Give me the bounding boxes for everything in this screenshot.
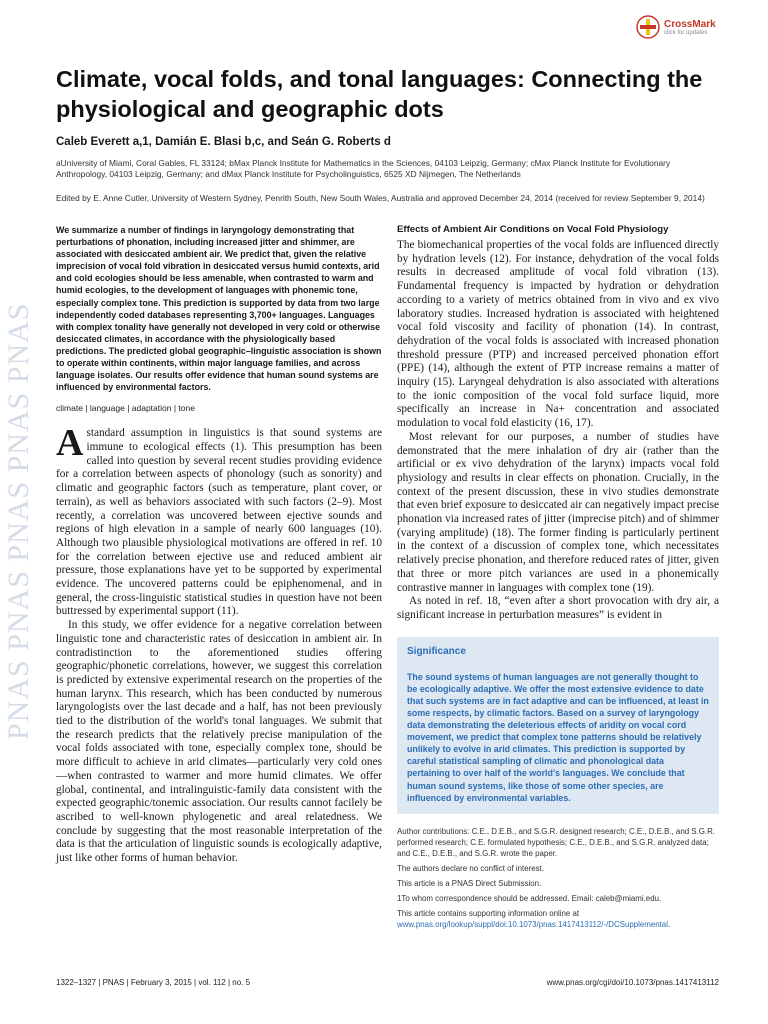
footnotes [397,826,719,930]
section-paragraph-1: The biomechanical properties of the vocal folds are influenced directly by hydration levels (12). For instance, dehydration of the vocal folds results in decreased amplitude of vocal fold vibration (13). Fundamental frequency is impacted by hydration or dehydration according to a variety of metrics obtained from in vivo and ex vivo laboratory studies. Increased hydration is associated with heightened vocal fold viscosity and facility of phonation (14). In contrast, dehydration of the vocal folds is associated with increased phonation threshold pressure (PTP) and increased perceived phonation effort (PPE) (14), although the extent of PTP increase remains a matter of inquiry (15). Laryngeal dehydration is also associated with alterations to the ionic composition of the vocal fold surface liquid, more specifically an increase in Na+ concentration and associated modulation to vocal fold elasticity (16, 17). [397,239,719,430]
pnas-watermark-text: PNAS PNAS PNAS PNAS PNAS [2,302,35,740]
significance-title: Significance [407,645,466,657]
footer-doi[interactable]: www.pnas.org/cgi/doi/10.1073/pnas.1417413112 [546,978,719,987]
keywords: climate | language | adaptation | tone [56,403,195,414]
editor-note: Edited by E. Anne Cutler, University of Western Sydney, Penrith South, New South Wales, Australia and approved December 24, 2014 (received for review September 9, 2014) [56,193,705,203]
supporting-info-link[interactable]: www.pnas.org/lookup/suppl/doi:10.1073/pnas.1417413112/-/DCSupplemental [397,919,668,929]
intro-paragraph-1-text: standard assumption in linguistics is that sound systems are immune to ecological effects (1). This presumption has been called into question by several recent studies providing evidence for a correlation between aspects of phonology (such as sonority) and climatic and geographic factors (such as temperature, plant cover, or terrain), as well as behaviors associated with such factors (2–9). Most recently, a correlation was uncovered between ejective sounds and regions of high elevation in a sample of nearly 600 languages (10). Although two plausible physiological motivations are offered in ref. 10 for the correlation between ejective use and reduced ambient air pressure, those explanations have yet to be supported by experimental evidence. The uncovered patterns could be epiphenomenal, and in general, the cross-linguistic statistical studies in question have not been buttressed by experimental support (11). [56,427,382,618]
crossmark-name: CrossMark [664,18,716,30]
author-list: Caleb Everett a,1, Damián E. Blasi b,c, and Seán G. Roberts d [56,136,391,148]
article-title: Climate, vocal folds, and tonal languages: Connecting the physiological and geographic dots [56,66,703,122]
crossmark-subtitle: click for updates [664,29,708,36]
footer-citation: 1322–1327 | PNAS | February 3, 2015 | vol. 112 | no. 5 [56,978,251,987]
correspondence-note: 1To whom correspondence should be addressed. Email: caleb@miami.edu. [397,893,662,903]
supporting-suffix: . [667,919,671,929]
section-paragraph-3: As noted in ref. 18, “even after a short provocation with dry air, a significant increase in perturbation measures” is evident in [397,595,719,621]
significance-text: The sound systems of human languages are not generally thought to be ecologically adaptive. We offer the most extensive evidence to date that such systems are in fact adaptive and can be influenced, at least in some respects, by climatic factors. Based on a survey of laryngology data demonstrating the deleterious effects of aridity on vocal cord movement, we predict that complex tone patterns should be relatively unlikely to evolve in arid climates. This prediction is supported by careful statistical sampling of climatic and phonological data pertaining to over half of the world's languages. We conclude that human sound systems, like those of some other species, are influenced by environmental variables. [407,671,709,803]
right-column [397,224,719,934]
left-column [56,224,382,866]
affiliations: aUniversity of Miami, Coral Gables, FL 33124; bMax Planck Institute for Mathematics in the Sciences, 04103 Leipzig, Germany; cMax Planck Institute for Evolutionary Anthropology, 04103 Leipzig, Germany; and dMax Planck Institute for Psycholinguistics, 6525 XD Nijmegen, The Netherlands [56,158,671,179]
intro-paragraph-1 [56,422,382,619]
supporting-info-note [397,908,719,930]
section-heading: Effects of Ambient Air Conditions on Vocal Fold Physiology [397,224,669,235]
crossmark-icon [636,15,660,39]
conflict-statement: The authors declare no conflict of interest. [397,863,544,873]
section-paragraph-2: Most relevant for our purposes, a number of studies have demonstrated that the mere inhalation of dry air (rather than the artificial or ex vivo dehydration of the larynx) impacts vocal fold physiology and results in clear effects on phonation. Crucially, in the context of the present discussion, these in vivo studies demonstrate that even brief exposure to desiccated air can negatively impact precise phonation via increased rates of jitter (imprecise pitch) and of shimmer (varying amplitude) (18). The former finding is particularly pertinent in the context of a discussion of complex tone, which necessitates relatively precise phonation, and therefore reduced rates of jitter, given that three or more pitch variances are used in a phonemically contrastive manner in languages with complex tone (19). [397,430,719,594]
author-contributions: Author contributions: C.E., D.E.B., and S.G.R. designed research; C.E., D.E.B., and S.G.R. performed research; C.E. formulated hypothesis; C.E., D.E.B., and S.G.R. analyzed data; and C.E., D.E.B., and S.G.R. wrote the paper. [397,826,715,858]
significance-box [397,637,719,814]
intro-paragraph-2: In this study, we offer evidence for a negative correlation between linguistic tone and characteristic rates of desiccation in ambient air. In contradistinction to the aforementioned studies offering geographic/phonetic correlations, however, we suggest this correlation is predicted by extensive experimental research on the properties of the human larynx. This research, which has been conducted by numerous laryngologists over the last decade and a half, has not been previously tied to the distribution of the world's tonal languages. We submit that the research predicts that the relatively precise manipulation of the vocal folds associated with tone, especially complex tone, should be more difficult to achieve in arid climates—particularly very cold ones—when contrasted to warmer and more humid climates. We offer global, continental, and intralinguistic-family data consistent with the expected geographic/tonemic association. Our results cannot facilely be ascribed to well-known phylogenetic and areal relatedness. We conclude by suggesting that the most reasonable interpretation of the data is that the articulation of linguistic sounds is ecologically adaptive, just like other forms of human behavior. [56,619,382,865]
drop-cap: A [56,422,84,465]
submission-note: This article is a PNAS Direct Submission. [397,878,542,888]
crossmark-badge[interactable] [636,12,736,42]
pnas-watermark [0,120,35,760]
supporting-prefix: This article contains supporting information online at [397,908,580,918]
abstract: We summarize a number of findings in laryngology demonstrating that perturbations of phonation, including increased jitter and shimmer, are associated with desiccated ambient air. We predict that, given the relative imprecision of vocal fold vibration in desiccated versus humid contexts, arid and cold ecologies should be less amenable, when contrasted to warm and humid ecologies, to the development of languages with phonemic tone, especially complex tone. This prediction is supported by data from two large independently coded databases representing 3,700+ languages. Languages with complex tonality have generally not developed in very cold or otherwise desiccated climates, in accordance with the physiologically based predictions. The predicted global geographic–linguistic association is shown to operate within continents, within major language families, and across language isolates. Our results offer evidence that human sound systems are influenced by environmental factors. [56,225,382,393]
